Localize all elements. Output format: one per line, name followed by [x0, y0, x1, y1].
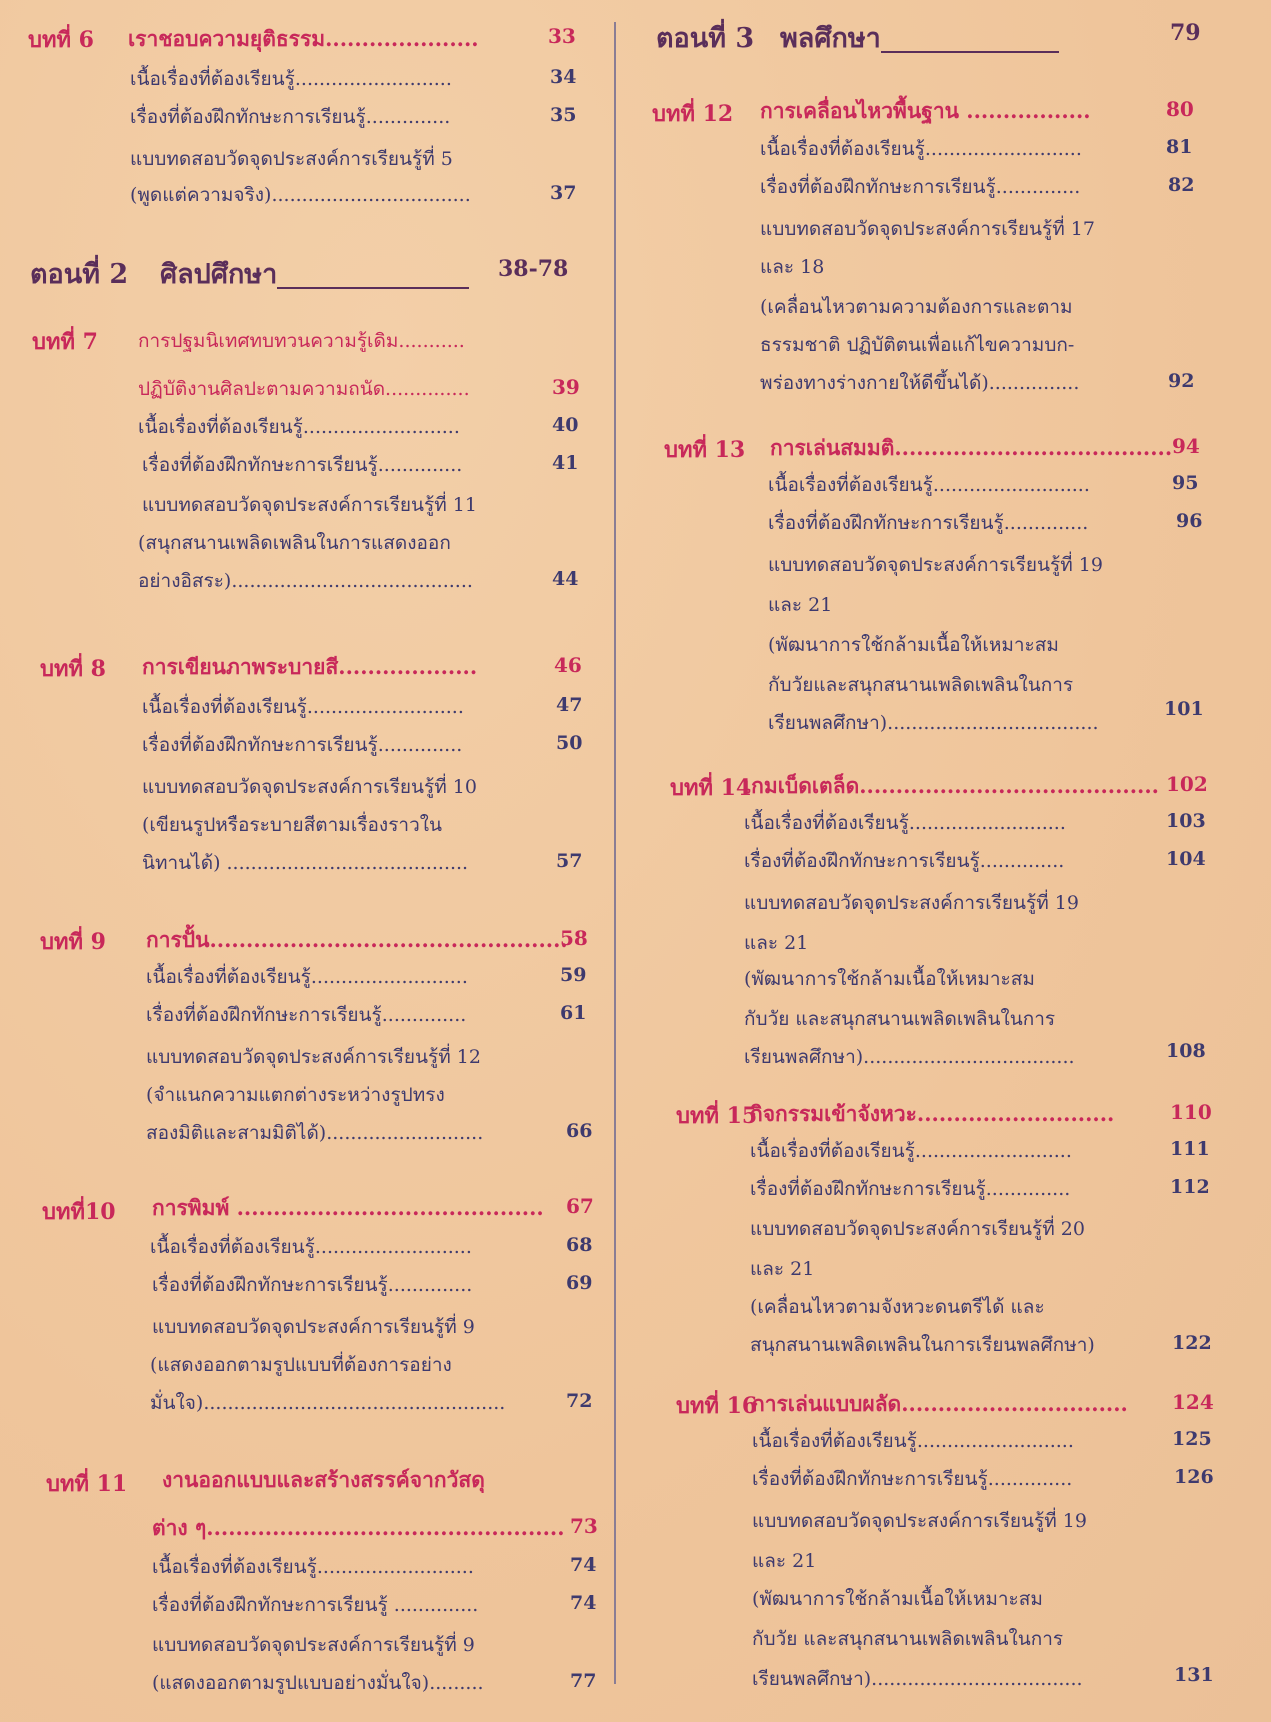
toc-entry: เนื้อเรื่องที่ต้องเรียนรู้..........................	[150, 1236, 472, 1258]
entry-page: 111	[1170, 1138, 1210, 1160]
toc-entry: และ 18	[760, 256, 825, 278]
toc-entry: เรื่องที่ต้องฝึกทักษะการเรียนรู้..............	[142, 454, 463, 476]
chapter-page: 124	[1172, 1390, 1214, 1414]
entry-page: 57	[556, 850, 583, 872]
entry-page: 131	[1174, 1664, 1214, 1686]
toc-entry: มั่นใจ)..................................................	[150, 1392, 506, 1414]
toc-entry: เนื้อเรื่องที่ต้องเรียนรู้..........................	[750, 1140, 1072, 1162]
toc-entry: กับวัยและสนุกสนานเพลิดเพลินในการ	[768, 674, 1074, 696]
chapter-title: การพิมพ์ ..........................................	[152, 1195, 544, 1220]
entry-page: 72	[566, 1390, 593, 1412]
entry-page: 40	[552, 414, 579, 436]
entry-page: 81	[1166, 136, 1193, 158]
chapter-page: 73	[570, 1514, 598, 1538]
toc-entry: เรื่องที่ต้องฝึกทักษะการเรียนรู้..............	[760, 176, 1081, 198]
entry-page: 35	[550, 104, 577, 126]
entry-page: 92	[1168, 370, 1195, 392]
toc-entry: และ 21	[752, 1550, 817, 1572]
chapter-page: 67	[566, 1194, 594, 1218]
toc-entry: เนื้อเรื่องที่ต้องเรียนรู้..........................	[752, 1430, 1074, 1452]
toc-entry: เนื้อเรื่องที่ต้องเรียนรู้..........................	[146, 966, 468, 988]
part-title: ศิลปศึกษา	[160, 252, 469, 295]
toc-entry: และ 21	[744, 932, 809, 954]
chapter-title-cont: ปฏิบัติงานศิลปะตามความถนัด..............	[138, 378, 470, 400]
chapter-label: บทที่ 13	[664, 437, 746, 463]
chapter-label: บทที่ 14	[670, 775, 752, 801]
chapter-title: เกมเบ็ดเตล็ด.........................................	[744, 773, 1159, 798]
toc-entry: เรื่องที่ต้องฝึกทักษะการเรียนรู้..............	[146, 1004, 467, 1026]
entry-page: 66	[566, 1120, 593, 1142]
toc-entry: แบบทดสอบวัดจุดประสงค์การเรียนรู้ที่ 19	[768, 554, 1103, 576]
toc-entry: เนื้อเรื่องที่ต้องเรียนรู้..........................	[744, 812, 1066, 834]
toc-entry: แบบทดสอบวัดจุดประสงค์การเรียนรู้ที่ 20	[750, 1218, 1085, 1240]
toc-entry: และ 21	[768, 594, 833, 616]
entry-page: 112	[1170, 1176, 1210, 1198]
toc-entry: เรื่องที่ต้องฝึกทักษะการเรียนรู้..............	[768, 512, 1089, 534]
toc-entry: เนื้อเรื่องที่ต้องเรียนรู้..........................	[130, 68, 452, 90]
entry-page: 59	[560, 964, 587, 986]
part-title: พลศึกษา	[780, 16, 1059, 59]
toc-entry: (พูดแต่ความจริง).................................	[130, 184, 471, 206]
toc-entry: แบบทดสอบวัดจุดประสงค์การเรียนรู้ที่ 17	[760, 218, 1095, 240]
chapter-title: งานออกแบบและสร้างสรรค์จากวัสดุ	[162, 1467, 485, 1492]
chapter-label: บทที่10	[42, 1199, 116, 1225]
toc-entry: เรียนพลศึกษา)...................................	[744, 1046, 1075, 1068]
toc-entry: สนุกสนานเพลิดเพลินในการเรียนพลศึกษา)	[750, 1334, 1095, 1356]
chapter-label: บทที่ 8	[40, 656, 106, 682]
toc-entry: เรื่องที่ต้องฝึกทักษะการเรียนรู้ ..............	[152, 1594, 479, 1616]
toc-entry: แบบทดสอบวัดจุดประสงค์การเรียนรู้ที่ 11	[142, 494, 477, 516]
entry-page: 74	[570, 1592, 597, 1614]
entry-page: 41	[552, 452, 579, 474]
toc-entry: เนื้อเรื่องที่ต้องเรียนรู้..........................	[760, 138, 1082, 160]
toc-entry: เรื่องที่ต้องฝึกทักษะการเรียนรู้..............	[142, 734, 463, 756]
chapter-title: การเล่นสมมติ......................................	[770, 435, 1173, 460]
toc-entry: แบบทดสอบวัดจุดประสงค์การเรียนรู้ที่ 10	[142, 776, 477, 798]
toc-entry: (เขียนรูปหรือระบายสีตามเรื่องราวใน	[142, 814, 443, 836]
entry-page: 103	[1166, 810, 1206, 832]
entry-page: 69	[566, 1272, 593, 1294]
toc-entry: พร่องทางร่างกายให้ดีขึ้นได้)...............	[760, 372, 1080, 394]
toc-entry: เรื่องที่ต้องฝึกทักษะการเรียนรู้..............	[152, 1274, 473, 1296]
chapter-title: การปฐมนิเทศทบทวนความรู้เดิม...........	[138, 330, 465, 352]
entry-page: 122	[1172, 1332, 1212, 1354]
chapter-title: เราชอบความยุติธรรม.....................	[128, 26, 479, 51]
chapter-page: 102	[1166, 772, 1208, 796]
chapter-page: 110	[1170, 1100, 1212, 1124]
toc-entry: และ 21	[750, 1258, 815, 1280]
part-label: ตอนที่ 3	[656, 23, 755, 54]
entry-page: 108	[1166, 1040, 1206, 1062]
entry-page: 68	[566, 1234, 593, 1256]
entry-page: 126	[1174, 1466, 1214, 1488]
toc-entry: (พัฒนาการใช้กล้ามเนื้อให้เหมาะสม	[744, 968, 1035, 990]
toc-entry: สองมิติและสามมิติได้)..........................	[146, 1122, 484, 1144]
entry-page: 101	[1164, 698, 1204, 720]
chapter-label: บทที่ 9	[40, 929, 106, 955]
chapter-title: การเคลื่อนไหวพื้นฐาน .................	[760, 98, 1091, 123]
chapter-label: บทที่ 12	[652, 101, 734, 127]
entry-page: 61	[560, 1002, 587, 1024]
toc-entry: (เคลื่อนไหวตามความต้องการและตาม	[760, 296, 1073, 318]
entry-page: 125	[1172, 1428, 1212, 1450]
column-divider	[614, 22, 616, 1684]
chapter-page: 80	[1166, 97, 1194, 121]
toc-entry: เรื่องที่ต้องฝึกทักษะการเรียนรู้..............	[744, 850, 1065, 872]
toc-entry: เนื้อเรื่องที่ต้องเรียนรู้..........................	[768, 474, 1090, 496]
toc-entry: (แสดงออกตามรูปแบบที่ต้องการอย่าง	[150, 1354, 452, 1376]
chapter-page: 39	[552, 375, 580, 399]
chapter-title: การปั้น.................................................	[146, 927, 568, 952]
toc-entry: เรียนพลศึกษา)...................................	[752, 1668, 1083, 1690]
entry-page: 34	[550, 66, 577, 88]
chapter-page: 94	[1172, 434, 1200, 458]
chapter-title: การเขียนภาพระบายสี...................	[142, 654, 478, 679]
toc-entry: เรื่องที่ต้องฝึกทักษะการเรียนรู้..............	[750, 1178, 1071, 1200]
part-pages: 38-78	[498, 256, 569, 282]
toc-entry: (แสดงออกตามรูปแบบอย่างมั่นใจ).........	[152, 1672, 484, 1694]
entry-page: 47	[556, 694, 583, 716]
entry-page: 37	[550, 182, 577, 204]
toc-entry: แบบทดสอบวัดจุดประสงค์การเรียนรู้ที่ 19	[744, 892, 1079, 914]
toc-entry: กับวัย และสนุกสนานเพลิดเพลินในการ	[752, 1628, 1064, 1650]
entry-page: 96	[1176, 510, 1203, 532]
toc-entry: (สนุกสนานเพลิดเพลินในการแสดงออก	[138, 532, 451, 554]
chapter-label: บทที่ 15	[676, 1103, 758, 1129]
entry-page: 104	[1166, 848, 1206, 870]
chapter-label: บทที่ 16	[676, 1393, 758, 1419]
toc-entry: แบบทดสอบวัดจุดประสงค์การเรียนรู้ที่ 5	[130, 148, 453, 170]
part-label: ตอนที่ 2	[30, 259, 129, 290]
toc-entry: แบบทดสอบวัดจุดประสงค์การเรียนรู้ที่ 12	[146, 1046, 481, 1068]
chapter-title: กิจกรรมเข้าจังหวะ...........................	[750, 1101, 1115, 1126]
toc-entry: เรื่องที่ต้องฝึกทักษะการเรียนรู้..............	[130, 106, 451, 128]
toc-entry: (จำแนกความแตกต่างระหว่างรูปทรง	[146, 1084, 445, 1106]
toc-entry: แบบทดสอบวัดจุดประสงค์การเรียนรู้ที่ 9	[152, 1316, 475, 1338]
toc-entry: (พัฒนาการใช้กล้ามเนื้อให้เหมาะสม	[768, 634, 1059, 656]
toc-entry: แบบทดสอบวัดจุดประสงค์การเรียนรู้ที่ 9	[152, 1634, 475, 1656]
toc-entry: แบบทดสอบวัดจุดประสงค์การเรียนรู้ที่ 19	[752, 1510, 1087, 1532]
chapter-title: การเล่นแบบผลัด...............................	[752, 1391, 1128, 1416]
chapter-label: บทที่ 11	[46, 1471, 128, 1497]
toc-entry: อย่างอิสระ)........................................	[138, 570, 473, 592]
chapter-title-cont: ต่าง ๆ.................................................	[152, 1515, 565, 1540]
chapter-page: 33	[548, 24, 576, 48]
entry-page: 95	[1172, 472, 1199, 494]
chapter-label: บทที่ 6	[28, 27, 94, 53]
part-pages: 79	[1170, 20, 1201, 46]
entry-page: 50	[556, 732, 583, 754]
toc-entry: นิทานได้) ........................................	[142, 852, 469, 874]
toc-entry: เนื้อเรื่องที่ต้องเรียนรู้..........................	[138, 416, 460, 438]
entry-page: 74	[570, 1554, 597, 1576]
chapter-page: 58	[560, 926, 588, 950]
entry-page: 82	[1168, 174, 1195, 196]
part-rule	[881, 51, 1059, 53]
toc-entry: เนื้อเรื่องที่ต้องเรียนรู้..........................	[142, 696, 464, 718]
entry-page: 77	[570, 1670, 597, 1692]
toc-entry: เรียนพลศึกษา)...................................	[768, 712, 1099, 734]
toc-entry: ธรรมชาติ ปฏิบัติตนเพื่อแก้ไขความบก-	[760, 334, 1075, 356]
chapter-page: 46	[554, 653, 582, 677]
part-rule	[277, 287, 469, 289]
entry-page: 44	[552, 568, 579, 590]
toc-entry: เนื้อเรื่องที่ต้องเรียนรู้..........................	[152, 1556, 474, 1578]
chapter-label: บทที่ 7	[32, 329, 98, 355]
toc-entry: กับวัย และสนุกสนานเพลิดเพลินในการ	[744, 1008, 1056, 1030]
toc-entry: (เคลื่อนไหวตามจังหวะดนตรีได้ และ	[750, 1296, 1045, 1318]
toc-entry: (พัฒนาการใช้กล้ามเนื้อให้เหมาะสม	[752, 1588, 1043, 1610]
toc-entry: เรื่องที่ต้องฝึกทักษะการเรียนรู้..............	[752, 1468, 1073, 1490]
